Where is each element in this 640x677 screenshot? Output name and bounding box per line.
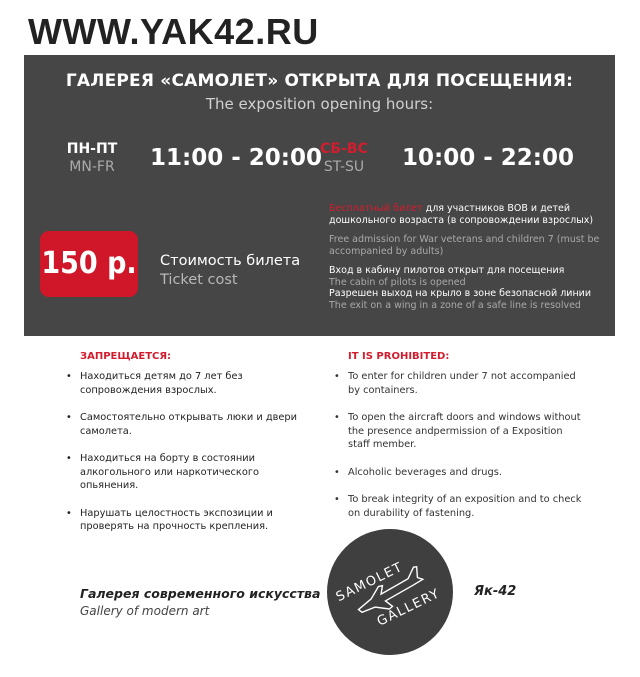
wing-ru: Разрешен выход на крыло в зоне безопасной линии (329, 288, 591, 299)
weekend-hours: 10:00 - 22:00 (402, 145, 574, 171)
opening-hours-panel (24, 55, 615, 336)
logo-text-top: SAMOLET (333, 559, 406, 606)
list-item: • Находиться детям до 7 лет без сопровождения взрослых. (66, 371, 243, 396)
aircraft-model: Як-42 (474, 584, 517, 599)
ticket-cost-en: Ticket cost (160, 272, 238, 288)
list-item: • Самостоятельно открывать люки и двери самолета. (66, 412, 297, 437)
panel-title: ГАЛЕРЕЯ «САМОЛЕТ» ОТКРЫТА ДЛЯ ПОСЕЩЕНИЯ: (65, 71, 574, 91)
prohibited-heading-ru: ЗАПРЕЩАЕТСЯ: (80, 351, 172, 362)
list-item: • To open the aircraft doors and windows without the presence andpermission of a Exposition staff member. (334, 412, 581, 450)
gallery-name-ru: Галерея современного искусства (80, 586, 321, 601)
list-item: • To break integrity of an exposition and to check on durability of fastening. (334, 494, 582, 519)
list-item: • Нарушать целостность экспозиции и проверять на прочность крепления. (66, 507, 273, 532)
weekend-ru-label: СБ-ВС (320, 141, 368, 157)
list-item: • To enter for children under 7 not accompanied by containers. (334, 371, 576, 396)
cabin-ru: Вход в кабину пилотов открыт для посещения (329, 265, 565, 276)
cabin-en: The cabin of pilots is opened (329, 276, 466, 288)
list-item: • Находиться на борту в состоянии алкогольного или наркотического опьянения. (66, 453, 259, 491)
logo-text-bottom: GALLERY (374, 586, 443, 630)
weekdays-hours: 11:00 - 20:00 (150, 145, 322, 171)
panel-subtitle: The exposition opening hours: (205, 95, 434, 113)
free-admission-ru: Бесплатный билет для участников ВОВ и детей дошкольного возраста (в сопровождении взрослых) (329, 203, 594, 226)
weekend-en-label: ST-SU (323, 159, 365, 175)
weekdays-ru-label: ПН-ПТ (66, 141, 118, 157)
samolet-gallery-logo (326, 528, 454, 656)
admission-info (329, 203, 609, 311)
gallery-name-en: Gallery of modern art (80, 604, 210, 618)
free-admission-en: Free admission for War veterans and children 7 (must be accompanied by adults) (329, 234, 600, 257)
prohibited-heading-en: IT IS PROHIBITED: (348, 351, 450, 362)
ticket-cost-ru: Стоимость билета (160, 253, 301, 269)
list-item: • Alcoholic beverages and drugs. (334, 466, 502, 478)
free-admission-highlight: Бесплатный билет (329, 203, 423, 214)
prohibited-list-en (334, 370, 586, 534)
wing-en: The exit on a wing in a zone of a safe line is resolved (329, 299, 581, 311)
weekdays-en-label: MN-FR (69, 159, 115, 175)
site-url-heading: WWW.YAK42.RU (28, 11, 319, 52)
ticket-price-badge: 150 р. (40, 231, 138, 297)
prohibited-list-ru (66, 370, 318, 548)
